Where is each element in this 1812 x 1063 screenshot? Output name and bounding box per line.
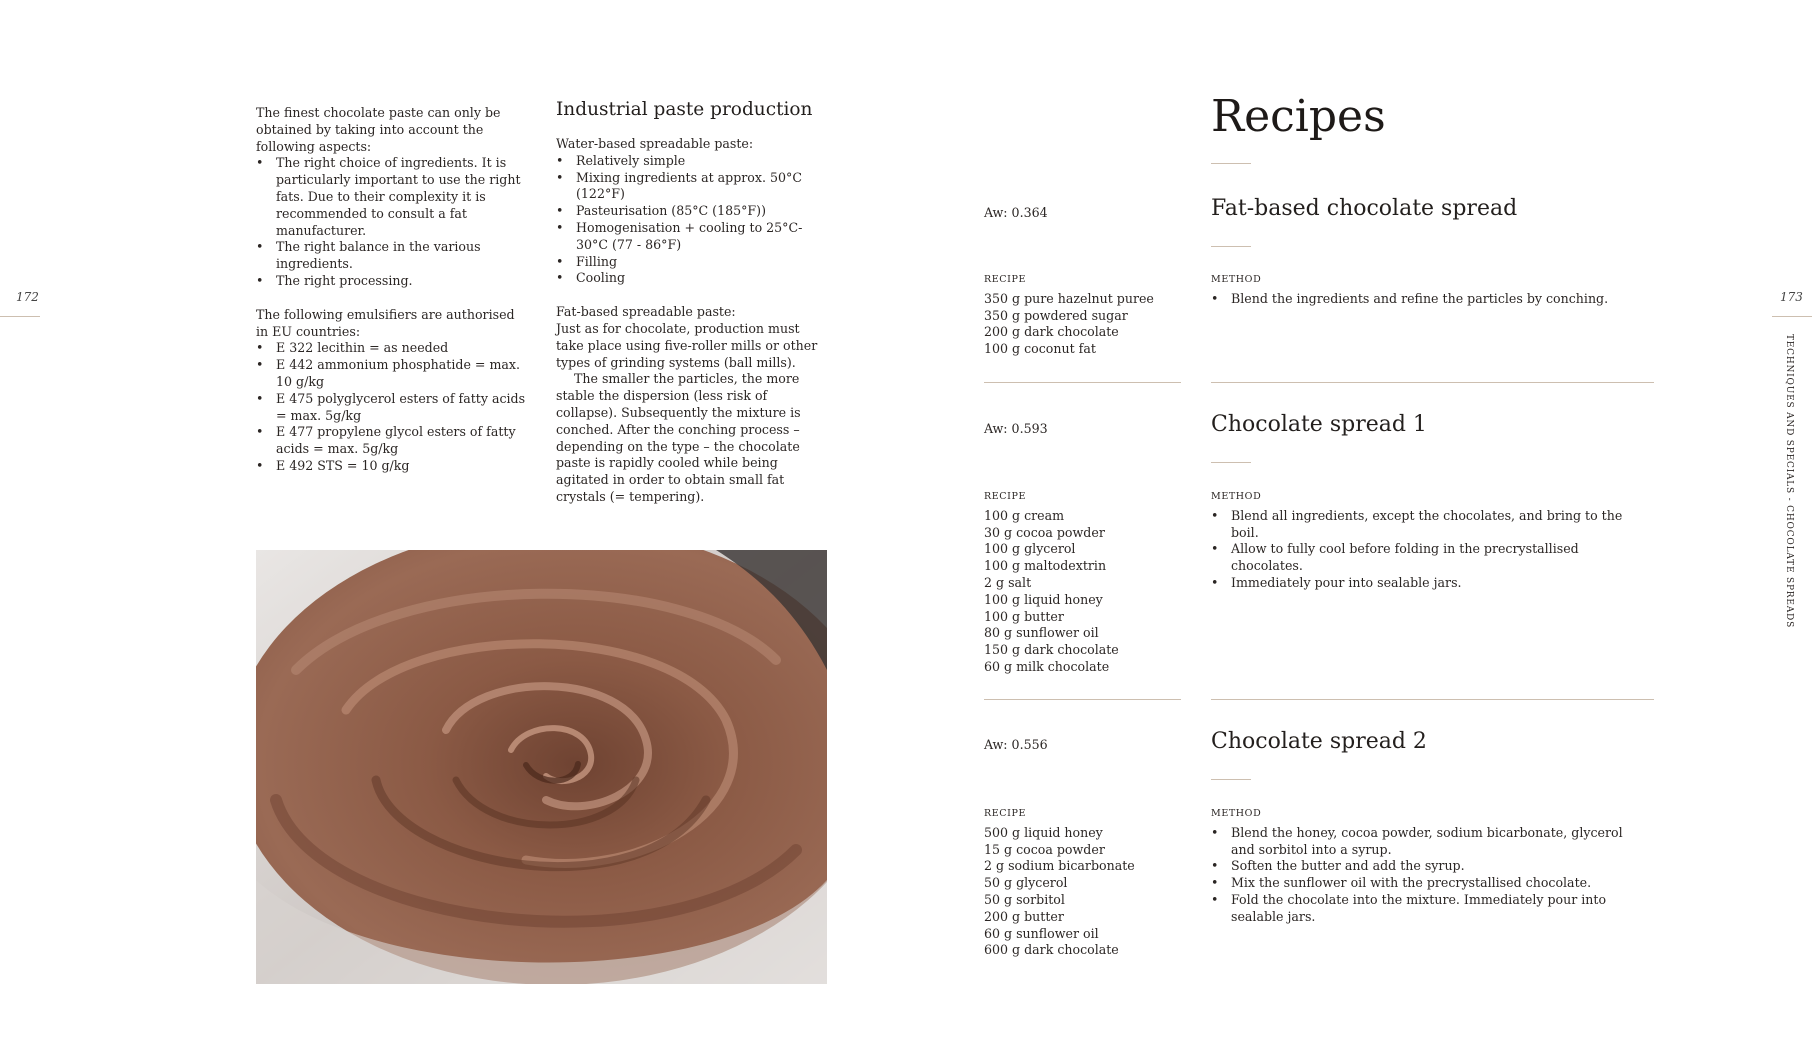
emulsifiers-intro: The following emulsifiers are authorised in EU countries: <box>256 306 515 339</box>
list-item: • The right choice of ingredients. It is particularly important to use the right fats. Due to their complexity it is recommended to consult a fat manufacturer. <box>256 155 526 239</box>
recipe-title: Chocolate spread 2 <box>1211 729 1427 754</box>
ingredient: 350 g pure hazelnut puree <box>984 290 1154 306</box>
recipe-ingredients <box>984 806 1194 959</box>
page-number-right: 173 <box>1780 290 1803 304</box>
method-step: • Soften the butter and add the syrup. <box>1211 858 1641 875</box>
ingredient: 200 g butter <box>984 908 1064 924</box>
ingredient: 100 g liquid honey <box>984 591 1103 607</box>
list-item: • Cooling <box>556 270 821 287</box>
list-item: • E 442 ammonium phosphatide = max. 10 g/kg <box>256 357 526 391</box>
method-label: METHOD <box>1211 808 1262 819</box>
recipe-label: RECIPE <box>984 274 1027 285</box>
industrial-heading: Industrial paste production <box>556 99 813 120</box>
recipe-divider-left <box>984 699 1181 700</box>
recipe-method <box>1211 806 1641 926</box>
list-item: • E 322 lecithin = as needed <box>256 340 526 357</box>
intro-column <box>256 105 526 475</box>
ingredient: 500 g liquid honey <box>984 824 1103 840</box>
water-activity-value: Aw: 0.364 <box>984 205 1048 220</box>
page-edge-rule-right <box>1772 316 1812 317</box>
list-item: • E 477 propylene glycol esters of fatty acids = max. 5g/kg <box>256 424 526 458</box>
ingredient: 100 g butter <box>984 608 1064 624</box>
ingredient: 350 g powdered sugar <box>984 307 1128 323</box>
list-item: • E 492 STS = 10 g/kg <box>256 458 526 475</box>
fat-based-paragraph: Just as for chocolate, production must take place using five-roller mills or other types of grinding systems (ball mills). <box>556 320 818 370</box>
ingredient: 200 g dark chocolate <box>984 324 1119 340</box>
emulsifiers-list <box>256 340 526 474</box>
list-item: • The right processing. <box>256 273 526 290</box>
ingredient: 2 g salt <box>984 574 1032 590</box>
ingredient: 100 g coconut fat <box>984 341 1096 357</box>
method-step: • Blend the honey, cocoa powder, sodium bicarbonate, glycerol and sorbitol into a syrup. <box>1211 825 1641 859</box>
method-step: • Blend all ingredients, except the chocolates, and bring to the boil. <box>1211 508 1641 542</box>
industrial-column <box>556 98 821 506</box>
ingredient: 30 g cocoa powder <box>984 524 1105 540</box>
recipe-divider-left <box>984 382 1181 383</box>
ingredient: 2 g sodium bicarbonate <box>984 858 1135 874</box>
ingredient: 15 g cocoa powder <box>984 841 1105 857</box>
recipe-label: RECIPE <box>984 491 1027 502</box>
water-based-label: Water-based spreadable paste: <box>556 136 754 151</box>
method-label: METHOD <box>1211 274 1262 285</box>
method-step: • Fold the chocolate into the mixture. Immediately pour into sealable jars. <box>1211 892 1641 926</box>
list-item: • Filling <box>556 254 821 271</box>
method-label: METHOD <box>1211 491 1262 502</box>
recipe-title-rule <box>1211 246 1251 247</box>
side-running-head: TECHNIQUES AND SPECIALS - CHOCOLATE SPREADS <box>1784 334 1794 629</box>
fat-based-label: Fat-based spreadable paste: <box>556 304 736 320</box>
water-based-list <box>556 153 821 287</box>
title-rule <box>1211 163 1251 164</box>
recipe-ingredients <box>984 272 1194 358</box>
chocolate-swirl-image <box>256 550 827 984</box>
water-activity-value: Aw: 0.593 <box>984 421 1048 436</box>
method-step: • Mix the sunflower oil with the precrystallised chocolate. <box>1211 875 1641 892</box>
ingredient: 100 g maltodextrin <box>984 558 1107 574</box>
recipe-divider-right <box>1211 699 1654 700</box>
recipe-method <box>1211 489 1641 592</box>
page-edge-rule-left <box>0 316 40 317</box>
method-step: • Blend the ingredients and refine the particles by conching. <box>1211 291 1631 308</box>
intro-text: The finest chocolate paste can only be obtained by taking into account the following aspects: <box>256 105 501 154</box>
recipe-title: Chocolate spread 1 <box>1211 412 1427 437</box>
ingredient: 80 g sunflower oil <box>984 625 1099 641</box>
recipe-title: Fat-based chocolate spread <box>1211 196 1518 221</box>
recipe-ingredients <box>984 489 1194 676</box>
fat-based-paragraph: The smaller the particles, the more stable the dispersion (less risk of collapse). Subsequently the mixture is conched. After the conching process – depending on the type – the chocolate paste is rapidly cooled while being agitated in order to obtain small fat crystals (= tempering). <box>556 371 801 504</box>
method-step: • Allow to fully cool before folding in the precrystallised chocolates. <box>1211 541 1641 575</box>
recipe-title-rule <box>1211 462 1251 463</box>
list-item: • Pasteurisation (85°C (185°F)) <box>556 203 821 220</box>
list-item: • E 475 polyglycerol esters of fatty acids = max. 5g/kg <box>256 391 526 425</box>
ingredient: 60 g milk chocolate <box>984 658 1110 674</box>
list-item: • Homogenisation + cooling to 25°C-30°C (77 - 86°F) <box>556 220 821 254</box>
ingredient: 50 g glycerol <box>984 875 1068 891</box>
list-item: • Mixing ingredients at approx. 50°C (122°F) <box>556 170 821 204</box>
ingredient: 50 g sorbitol <box>984 891 1065 907</box>
water-activity-value: Aw: 0.556 <box>984 737 1048 752</box>
ingredient: 100 g cream <box>984 507 1065 523</box>
list-item: • Relatively simple <box>556 153 821 170</box>
method-step: • Immediately pour into sealable jars. <box>1211 575 1641 592</box>
aspects-list <box>256 155 526 289</box>
ingredient: 150 g dark chocolate <box>984 642 1119 658</box>
ingredient: 60 g sunflower oil <box>984 925 1099 941</box>
ingredient: 600 g dark chocolate <box>984 942 1119 958</box>
ingredient: 100 g glycerol <box>984 541 1076 557</box>
list-item: • The right balance in the various ingredients. <box>256 239 526 273</box>
page-number-left: 172 <box>16 290 39 304</box>
recipe-divider-right <box>1211 382 1654 383</box>
recipe-title-rule <box>1211 779 1251 780</box>
recipe-method <box>1211 272 1631 308</box>
page-title: Recipes <box>1211 91 1386 142</box>
recipe-label: RECIPE <box>984 808 1027 819</box>
